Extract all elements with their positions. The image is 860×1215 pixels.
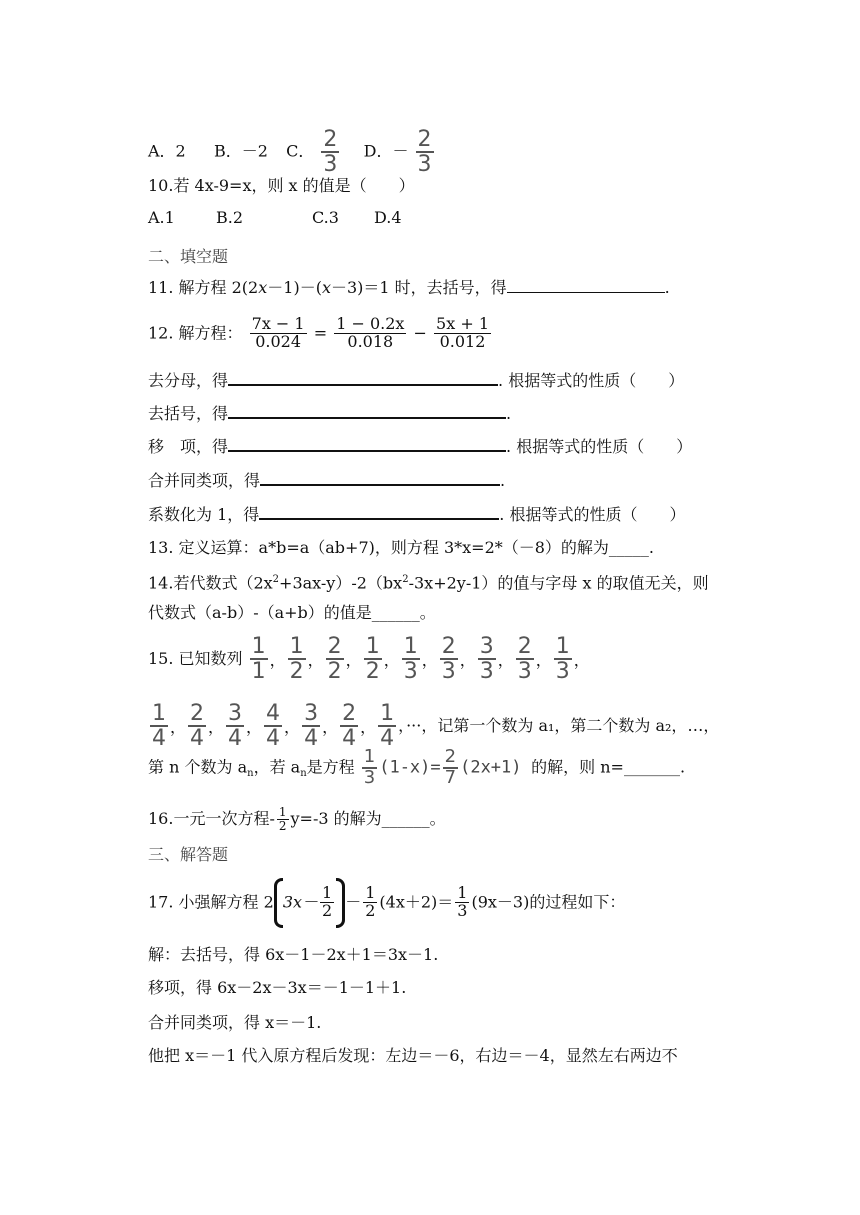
sequence-fraction: $\frac{2}{3}$ bbox=[517, 634, 532, 685]
sequence-fraction: $\frac{3}{4}$ bbox=[304, 701, 319, 752]
q17-line-1: 解：去括号，得 6x－1－2x＋1＝3x－1. bbox=[148, 945, 439, 964]
q15-equation: $\frac{1}{3}$ (1-x)= $\frac{2}{7}$ (2x+1) bbox=[363, 745, 522, 788]
sequence-fraction: $\frac{1}{4}$ bbox=[380, 701, 395, 752]
q15-line-2: $\frac{1}{4}$ ， $\frac{2}{4}$ ， $\frac{3}{4}$ ， $\frac{4}{4}$ ， $\frac{3}{4}$ ， $\frac{2}{4}$ ， $\frac{1}{4}$ ，···，记第一个数为 a₁，第二个数为 a₂，…， bbox=[148, 702, 719, 750]
q15-line-1: 15. 已知数列 $\frac{1}{1}$ ， $\frac{1}{2}$ ， $\frac{2}{2}$ ， $\frac{1}{2}$ ， $\frac{1}{3}$ ， $\frac{2}{3}$ ， $\frac{3}{3}$ ， $\frac{2}{3}$ ， $\frac{1}{3}$ ， bbox=[148, 634, 590, 685]
left-bracket bbox=[274, 878, 283, 928]
sequence-separator: ， bbox=[459, 650, 476, 670]
q12-fraction-3: $\frac{5x + 1}{0.012}$ bbox=[436, 314, 489, 351]
q11-answer-blank[interactable] bbox=[507, 278, 665, 293]
sequence-fraction: $\frac{2}{4}$ bbox=[190, 701, 205, 752]
section2-title: 二、填空题 bbox=[148, 247, 229, 266]
sequence-separator: ， bbox=[269, 650, 286, 670]
right-bracket bbox=[336, 878, 345, 928]
q12-step-2-blank[interactable] bbox=[228, 403, 506, 419]
sequence-separator: ， bbox=[497, 650, 514, 670]
q10-stem: 10.若 4x-9=x，则 x 的值是（ ） bbox=[148, 176, 415, 195]
sequence-fraction: $\frac{1}{3}$ bbox=[555, 634, 570, 685]
sequence-separator: ， bbox=[322, 717, 339, 737]
sequence-fraction: $\frac{1}{1}$ bbox=[251, 634, 266, 685]
q10-option-c: C.3 bbox=[312, 208, 339, 227]
q12-step-5: 系数化为 1，得 . 根据等式的性质（ ） bbox=[148, 505, 686, 524]
q16: 16.一元一次方程- $\frac{1}{2}$ y=-3 的解为______。 bbox=[148, 805, 446, 833]
sequence-separator: ， bbox=[307, 650, 324, 670]
q9-option-c-fraction: $\frac{2}{3}$ bbox=[323, 127, 338, 178]
sequence-fraction: $\frac{1}{4}$ bbox=[152, 701, 166, 752]
sequence-fraction: $\frac{2}{2}$ bbox=[327, 634, 342, 685]
sequence-fraction: $\frac{2}{4}$ bbox=[342, 701, 357, 752]
sequence-separator: ， bbox=[360, 717, 377, 737]
sequence-separator: ， bbox=[208, 717, 225, 737]
q17-equation: 17. 小强解方程 2 3x－ $\frac{1}{2}$ － $\frac{1}{2}$ (4x＋2)＝ $\frac{1}{3}$ (9x－3)的过程如下： bbox=[148, 874, 625, 932]
section3-title: 三、解答题 bbox=[148, 845, 229, 864]
q9-option-a: A．2 bbox=[148, 141, 186, 161]
q9-options bbox=[148, 128, 436, 176]
q12-step-4: 合并同类项，得 . bbox=[148, 471, 506, 490]
q17-line-2: 移项，得 6x－2x－3x＝－1－1＋1. bbox=[148, 978, 407, 997]
q17-fraction-3: $\frac{1}{3}$ bbox=[457, 883, 468, 920]
q9-option-c: C． bbox=[286, 141, 315, 161]
q10-option-d: D.4 bbox=[374, 208, 402, 227]
sequence-fraction: $\frac{2}{3}$ bbox=[441, 634, 456, 685]
q9-option-d: D．－ bbox=[363, 141, 409, 161]
q12-step-3-blank[interactable] bbox=[228, 436, 506, 452]
q10-option-a: A.1 bbox=[148, 208, 175, 227]
sequence-fraction: $\frac{1}{2}$ bbox=[365, 634, 380, 685]
sequence-separator: ， bbox=[573, 650, 590, 670]
sequence-fraction: $\frac{3}{3}$ bbox=[479, 634, 494, 685]
q12-fraction-2: $\frac{1 - 0.2x}{0.018}$ bbox=[336, 314, 405, 351]
q13: 13. 定义运算：a*b=a（ab+7)，则方程 3*x=2*（－8）的解为_____. bbox=[148, 538, 655, 557]
sequence-fraction: $\frac{1}{3}$ bbox=[403, 634, 418, 685]
q10-option-b: B.2 bbox=[216, 208, 244, 227]
q12-fraction-1: $\frac{7x - 1}{0.024}$ bbox=[251, 314, 305, 351]
q17-inner-fraction: $\frac{1}{2}$ bbox=[322, 883, 333, 920]
sequence-separator: ， bbox=[383, 650, 400, 670]
q9-option-b: B．－2 bbox=[213, 141, 268, 161]
sequence-separator: ， bbox=[170, 717, 187, 737]
q11: 11. 解方程 2(2x－1)－(x－3)＝1 时，去括号，得 . bbox=[148, 278, 670, 297]
q14-line-2: 代数式（a-b）-（a+b）的值是______。 bbox=[148, 603, 436, 622]
sequence-separator: ， bbox=[246, 717, 263, 737]
q16-fraction: $\frac{1}{2}$ bbox=[278, 805, 287, 833]
q15-line-3: 第 n 个数为 $a_n$，若 $a_n$是方程 $\frac{1}{3}$ (1-x)= $\frac{2}{7}$ (2x+1) 的解，则 n=_______. bbox=[148, 745, 686, 788]
sequence-separator: ， bbox=[345, 650, 362, 670]
q12-equation: 12. 解方程： $\frac{7x - 1}{0.024}$ = $\frac{1 - 0.2x}{0.018}$ − $\frac{5x + 1}{0.012}$ bbox=[148, 314, 489, 351]
q14-line-1: 14.若代数式$(2x^2+3ax-y)-2(bx^2-3x+2y-1)$的值与字母 x 的取值无关，则 bbox=[148, 573, 709, 593]
q12-step-4-blank[interactable] bbox=[260, 470, 500, 486]
sequence-fraction: $\frac{1}{2}$ bbox=[289, 634, 304, 685]
q15-sequence-row-2 bbox=[148, 701, 398, 752]
q12-step-1: 去分母，得 . 根据等式的性质（ ） bbox=[148, 371, 685, 390]
q17-line-3: 合并同类项，得 x＝－1. bbox=[148, 1013, 322, 1032]
q12-step-3: 移 项，得 . 根据等式的性质（ ） bbox=[148, 437, 693, 456]
q12-step-1-blank[interactable] bbox=[228, 370, 498, 386]
sequence-separator: ， bbox=[421, 650, 438, 670]
sequence-fraction: $\frac{3}{4}$ bbox=[228, 701, 243, 752]
sequence-separator: ， bbox=[284, 717, 301, 737]
q9-option-d-fraction: $\frac{2}{3}$ bbox=[417, 127, 432, 178]
q17-fraction-2: $\frac{1}{2}$ bbox=[365, 883, 376, 920]
q12-step-2: 去括号，得 . bbox=[148, 404, 512, 423]
q12-step-5-blank[interactable] bbox=[259, 504, 499, 520]
q17-line-4: 他把 x＝－1 代入原方程后发现：左边＝－6，右边＝－4，显然左右两边不 bbox=[148, 1046, 678, 1065]
sequence-fraction: $\frac{4}{4}$ bbox=[266, 701, 281, 752]
sequence-separator: ， bbox=[535, 650, 552, 670]
